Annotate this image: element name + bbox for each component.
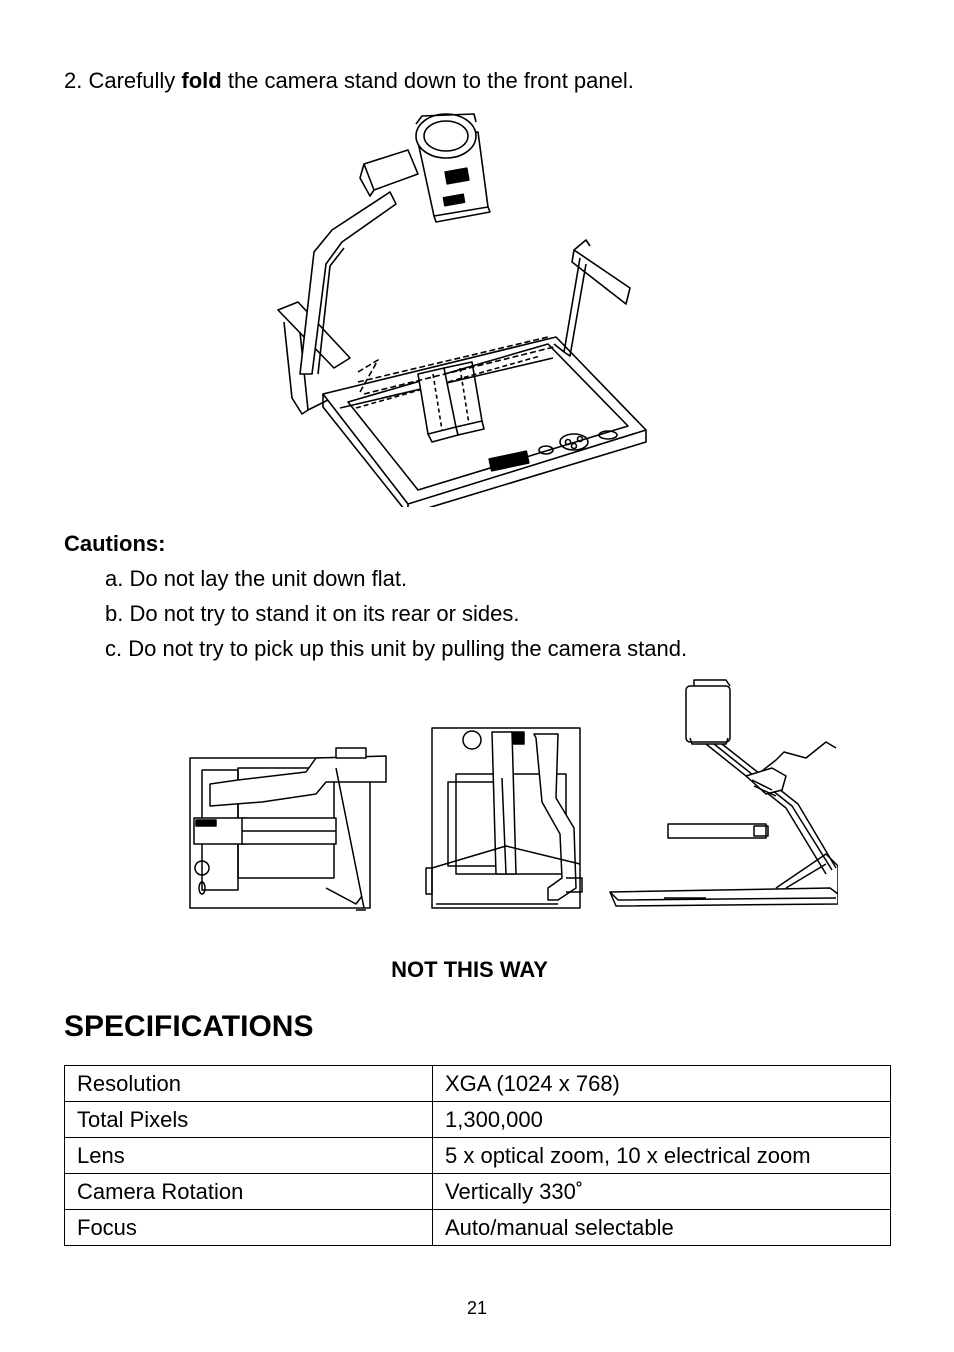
unit-on-rear-drawing	[426, 728, 582, 908]
instruction-prefix: 2. Carefully	[64, 68, 182, 93]
table-row	[65, 1102, 891, 1138]
table-row	[65, 1138, 891, 1174]
instruction-bold-word: fold	[181, 68, 222, 93]
caution-item-b: b. Do not try to stand it on its rear or sides.	[105, 601, 520, 626]
not-this-way-caption: NOT THIS WAY	[391, 957, 548, 982]
spec-label: Total Pixels	[65, 1102, 433, 1138]
spec-label: Lens	[65, 1138, 433, 1174]
table-row	[65, 1066, 891, 1102]
spec-value: 1,300,000	[433, 1102, 891, 1138]
unit-laid-flat-drawing	[190, 748, 386, 910]
spec-value: Vertically 330˚	[433, 1174, 891, 1210]
spec-value: 5 x optical zoom, 10 x electrical zoom	[433, 1138, 891, 1174]
page-number: 21	[466, 1298, 488, 1318]
caution-item-a: a. Do not lay the unit down flat.	[105, 566, 408, 591]
spec-label: Focus	[65, 1210, 433, 1246]
spec-label: Resolution	[65, 1066, 433, 1102]
incorrect-handling-illustration	[186, 678, 838, 918]
document-camera-fold-illustration	[268, 112, 658, 507]
specifications-table	[64, 1065, 891, 1246]
instruction-step-2	[64, 68, 634, 94]
spec-value: Auto/manual selectable	[433, 1210, 891, 1246]
spec-label: Camera Rotation	[65, 1174, 433, 1210]
lifted-by-stand-drawing	[610, 680, 838, 906]
instruction-suffix: the camera stand down to the front panel.	[221, 68, 634, 93]
table-row	[65, 1174, 891, 1210]
specifications-heading: SPECIFICATIONS	[64, 1010, 314, 1043]
table-row	[65, 1210, 891, 1246]
spec-value: XGA (1024 x 768)	[433, 1066, 891, 1102]
caution-item-c: c. Do not try to pick up this unit by pulling the camera stand.	[105, 636, 688, 661]
cautions-heading: Cautions:	[64, 531, 166, 556]
